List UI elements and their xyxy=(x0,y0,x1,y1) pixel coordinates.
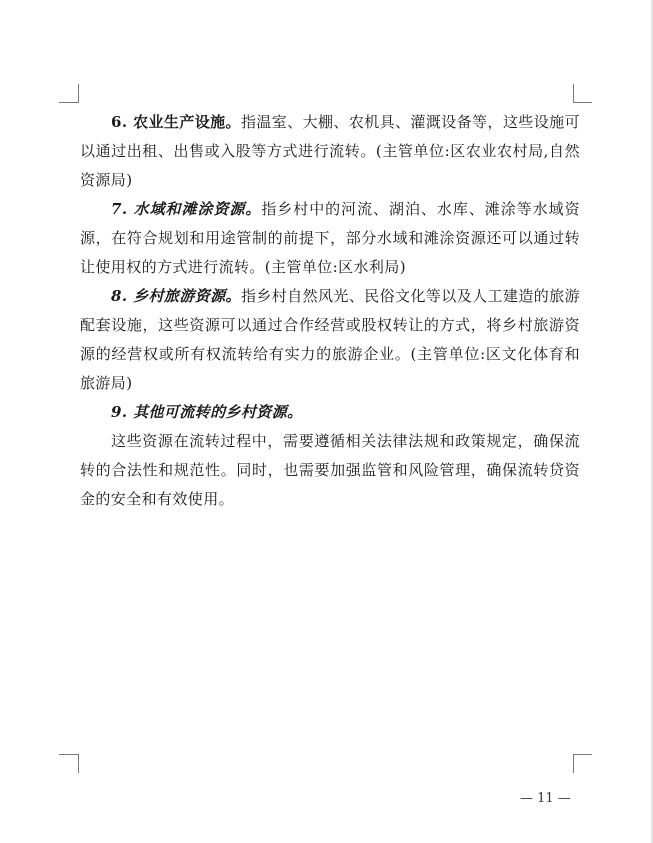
paragraph-text: 指温室、大棚、农机具、灌溉设备等，这些设施可以通过出租、出售或入股等方式进行流转。(主管单位:区农业农村局,自然资源局) xyxy=(80,113,580,189)
page-number: — 11 — xyxy=(520,791,571,806)
paragraph-heading: 8. 乡村旅游资源。 xyxy=(111,287,241,305)
paragraph-text: 指乡村中的河流、湖泊、水库、滩涂等水域资源，在符合规划和用途管制的前提下，部分水域和滩涂资源还可以通过转让使用权的方式进行流转。(主管单位:区水利局) xyxy=(80,200,580,276)
paragraph-conclusion xyxy=(80,427,580,514)
paragraph-text: 指乡村自然风光、民俗文化等以及人工建造的旅游配套设施，这些资源可以通过合作经营或股权转让的方式，将乡村旅游资源的经营权或所有权流转给有实力的旅游企业。(主管单位:区文化体育和旅游局) xyxy=(80,287,580,392)
document-body xyxy=(80,108,580,514)
paragraph-agricultural-facilities xyxy=(80,108,580,195)
paragraph-heading: 9. 其他可流转的乡村资源。 xyxy=(111,403,303,421)
paragraph-text: 这些资源在流转过程中，需要遵循相关法律法规和政策规定，确保流转的合法性和规范性。同时，也需要加强监管和风险管理，确保流转贷资金的安全和有效使用。 xyxy=(80,432,580,508)
paragraph-other-resources xyxy=(80,398,580,427)
paragraph-heading: 7. 水域和滩涂资源。 xyxy=(111,200,262,218)
paragraph-tourism-resources xyxy=(80,282,580,398)
paragraph-heading: 6. 农业生产设施。 xyxy=(111,113,241,131)
paragraph-water-resources xyxy=(80,195,580,282)
